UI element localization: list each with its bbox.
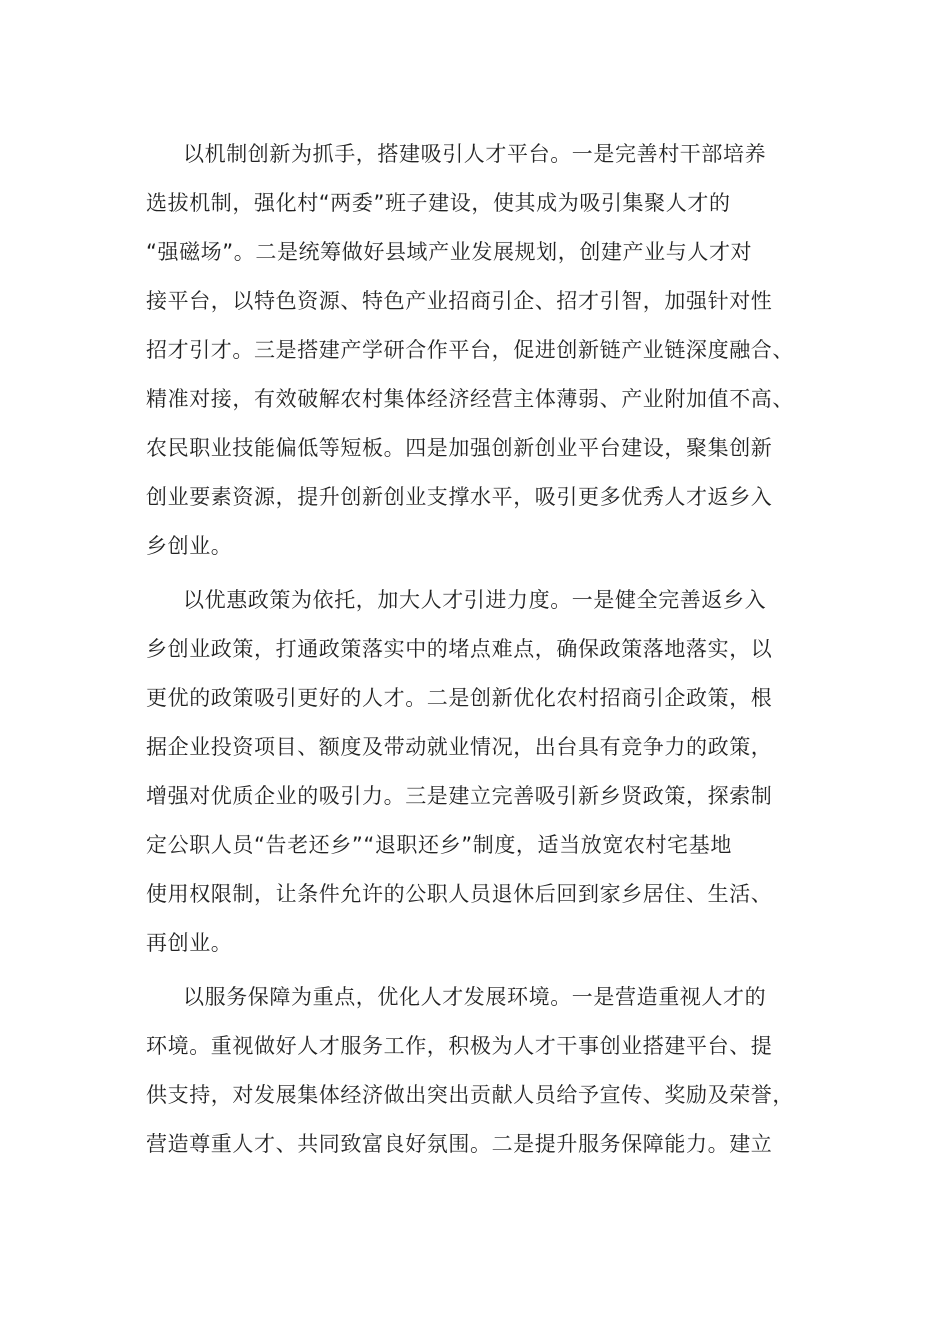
text-line: 使用权限制，让条件允许的公职人员退休后回到家乡居住、生活、 [146, 882, 773, 906]
text-line: 接平台，以特色资源、特色产业招商引企、招才引智，加强针对性 [146, 289, 773, 313]
text-line: 营造尊重人才、共同致富良好氛围。二是提升服务保障能力。建立 [146, 1132, 773, 1156]
text-line: 农民职业技能偏低等短板。四是加强创新创业平台建设，聚集创新 [146, 436, 773, 460]
text-line: 精准对接，有效破解农村集体经济经营主体薄弱、产业附加值不高、 [146, 387, 794, 411]
text-line: 环境。重视做好人才服务工作，积极为人才干事创业搭建平台、提 [146, 1034, 773, 1058]
text-line: 创业要素资源，提升创新创业支撑水平，吸引更多优秀人才返乡入 [146, 485, 773, 509]
text-line: 以服务保障为重点，优化人才发展环境。一是营造重视人才的 [183, 985, 767, 1009]
text-line: 招才引才。三是搭建产学研合作平台，促进创新链产业链深度融合、 [146, 338, 794, 362]
text-line: 定公职人员“告老还乡”“退职还乡”制度，适当放宽农村宅基地 [146, 833, 732, 857]
text-line: 乡创业。 [146, 534, 233, 558]
text-line: “强磁场”。二是统筹做好县域产业发展规划，创建产业与人才对 [146, 240, 753, 264]
text-line: 供支持，对发展集体经济做出突出贡献人员给予宣传、奖励及荣誉， [146, 1083, 794, 1107]
text-line: 增强对优质企业的吸引力。三是建立完善吸引新乡贤政策，探索制 [146, 784, 773, 808]
text-line: 以机制创新为抓手，搭建吸引人才平台。一是完善村干部培养 [183, 142, 767, 166]
text-line: 以优惠政策为依托，加大人才引进力度。一是健全完善返乡入 [183, 588, 767, 612]
text-line: 选拔机制，强化村“两委”班子建设，使其成为吸引集聚人才的 [146, 191, 731, 215]
text-line: 更优的政策吸引更好的人才。二是创新优化农村招商引企政策，根 [146, 686, 773, 710]
text-line: 乡创业政策，打通政策落实中的堵点难点，确保政策落地落实，以 [146, 637, 773, 661]
text-line: 据企业投资项目、额度及带动就业情况，出台具有竞争力的政策， [146, 735, 773, 759]
text-line: 再创业。 [146, 931, 233, 955]
